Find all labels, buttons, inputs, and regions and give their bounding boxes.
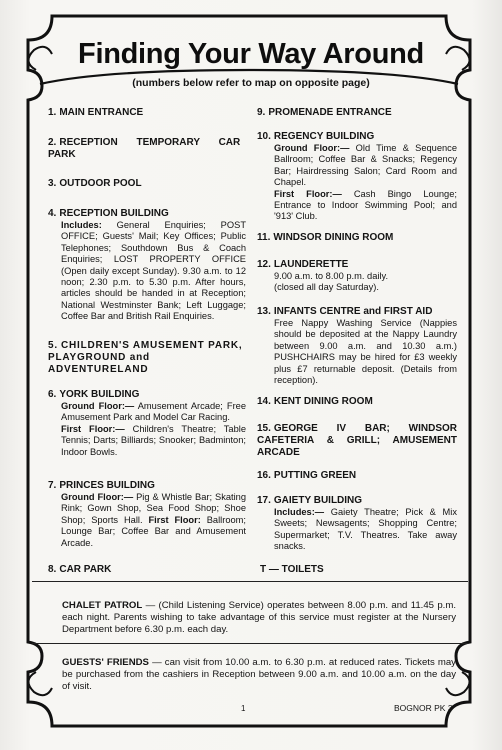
item-title: GAIETY BUILDING — [273, 495, 363, 506]
list-item — [257, 495, 457, 553]
item-title: LAUNDERETTE — [273, 259, 349, 270]
list-item — [48, 480, 246, 549]
item-title: KENT DINING ROOM — [273, 396, 373, 407]
list-item — [257, 470, 457, 482]
list-item — [48, 107, 246, 119]
item-title: GEORGE IV BAR; WINDSOR CAFETERIA & GRILL; AMUSEMENT ARCADE — [257, 423, 457, 458]
list-item — [257, 259, 457, 294]
item-number: 11. — [257, 232, 271, 243]
item-number: 1. — [48, 107, 57, 118]
first-floor-label: First Floor:— — [61, 423, 125, 434]
list-item — [48, 340, 246, 376]
page-number: 1 — [241, 704, 246, 713]
list-item — [257, 564, 457, 576]
item-number: 2. — [48, 137, 57, 148]
item-description: Gaiety Theatre; Pick & Mix Sweets; Newsagents; Shopping Centre; Supermarket; T.V. Theatres. Take away snacks. — [274, 507, 457, 552]
divider — [32, 643, 468, 644]
guests-friends-notice — [62, 657, 456, 693]
list-item — [257, 131, 457, 223]
page-title: Finding Your Way Around — [78, 38, 424, 70]
item-title: RECEPTION TEMPORARY CAR PARK — [48, 137, 241, 160]
item-number: 5. — [48, 340, 58, 351]
list-item — [48, 178, 246, 190]
item-title: RECEPTION BUILDING — [59, 208, 169, 219]
ground-floor-text: Pig & Whistle Bar; Skating Rink; Gown Shop, Sea Food Shop; Shoe Shop; Sports Hall. — [61, 492, 247, 525]
item-title: YORK BUILDING — [59, 389, 140, 400]
list-item — [257, 306, 457, 386]
notice-label: CHALET PATROL — [62, 600, 143, 611]
item-number: 12. — [257, 259, 271, 270]
first-floor-text: Ballroom; Lounge Bar; Coffee Bar and Amusement Arcade. — [61, 514, 246, 548]
list-item — [48, 564, 246, 576]
item-title: PRINCES BUILDING — [59, 480, 155, 491]
notice-text: — (Child Listening Service) operates between 8.00 p.m. and 11.45 p.m. each night. Parents wishing to take advantage of this service must register at the Nursery Department before 6.30 p.m. each day. — [62, 600, 456, 635]
item-description: Free Nappy Washing Service (Nappies should be deposited at the Nappy Laundry between 9.00 a.m. and 10.30 a.m.) PUSHCHAIRS may be hired for £3 weekly plus £7 returnable deposit. (Details from reception). — [274, 318, 457, 386]
divider — [32, 581, 468, 582]
item-number: 15. — [257, 423, 271, 434]
item-description: General Enquiries; POST OFFICE; Guests' Mail; Key Offices; Public Telephones; Southdown Bus & Coach Enquiries; LOST PROPERTY OFFICE (Open daily except Sunday). 9.30 a.m. to 12 noon; 2.30 p.m. to 5.30 p.m. After hours, articles should be handed in at Reception; National Westminster Bank; Left Luggage; Coffee Bar and British Rail Enquiries. — [61, 220, 246, 322]
notice-label: GUESTS' FRIENDS — [62, 657, 149, 668]
ground-floor-text: Amusement Arcade; Free Amusement Park and Model Car Racing. — [61, 401, 247, 423]
item-title: PUTTING GREEN — [273, 470, 357, 481]
item-number: 4. — [48, 208, 57, 219]
list-item — [257, 423, 457, 459]
item-title: MAIN ENTRANCE — [59, 107, 144, 118]
item-number: 13. — [257, 306, 271, 317]
item-title: CAR PARK — [59, 564, 112, 575]
ground-floor-label: Ground Floor:— — [61, 492, 134, 502]
item-title: OUTDOOR POOL — [59, 178, 142, 189]
item-number: 3. — [48, 178, 57, 189]
item-title: CHILDREN'S AMUSEMENT PARK, PLAYGROUND and ADVENTURELAND — [48, 340, 243, 375]
item-number: 7. — [48, 480, 57, 491]
item-number: 8. — [48, 564, 57, 575]
list-item — [48, 208, 246, 323]
page-subtitle: (numbers below refer to map on opposite page) — [132, 77, 370, 89]
item-title: WINDSOR DINING ROOM — [273, 232, 394, 243]
list-item — [257, 107, 457, 119]
item-number: 16. — [257, 470, 271, 481]
list-item — [257, 232, 457, 244]
list-item — [48, 137, 246, 161]
document-code: BOGNOR PK 3 — [394, 703, 453, 713]
ground-floor-label: Ground Floor:— — [61, 401, 135, 411]
item-title: INFANTS CENTRE and FIRST AID — [273, 306, 433, 317]
list-item — [257, 396, 457, 408]
item-title: T — TOILETS — [260, 564, 324, 575]
item-title: PROMENADE ENTRANCE — [268, 107, 392, 118]
item-number: 14. — [257, 396, 271, 407]
item-number: 17. — [257, 495, 271, 506]
item-title: REGENCY BUILDING — [273, 131, 375, 142]
first-floor-label: First Floor: — [148, 514, 201, 525]
item-number: 9. — [257, 107, 266, 118]
first-floor-text: Children's Theatre; Table Tennis; Darts; Billiards; Snooker; Badminton; Indoor Bowls. — [61, 423, 246, 457]
item-number: 6. — [48, 389, 57, 400]
notice-text: — can visit from 10.00 a.m. to 6.30 p.m. at reduced rates. Tickets may be purchased from the cashiers in Reception between 9.00 a.m. and 10.00 a.m. on the day of visit. — [62, 657, 456, 692]
ground-floor-text: Old Time & Sequence Ballroom; Coffee Bar & Snacks; Regency Bar; Hairdressing Salon; Card Room and Chapel. — [274, 143, 457, 188]
first-floor-text: Cash Bingo Lounge; Entrance to Indoor Swimming Pool; and '913' Club. — [274, 188, 457, 222]
list-item — [48, 389, 246, 458]
includes-label: Includes: — [61, 220, 102, 230]
includes-label: Includes:— — [274, 507, 325, 517]
chalet-patrol-notice — [62, 600, 456, 636]
ground-floor-label: Ground Floor:— — [274, 143, 350, 153]
item-description: 9.00 a.m. to 8.00 p.m. daily. (closed all day Saturday). — [274, 271, 389, 293]
item-number: 10. — [257, 131, 271, 142]
first-floor-label: First Floor:— — [274, 188, 342, 199]
